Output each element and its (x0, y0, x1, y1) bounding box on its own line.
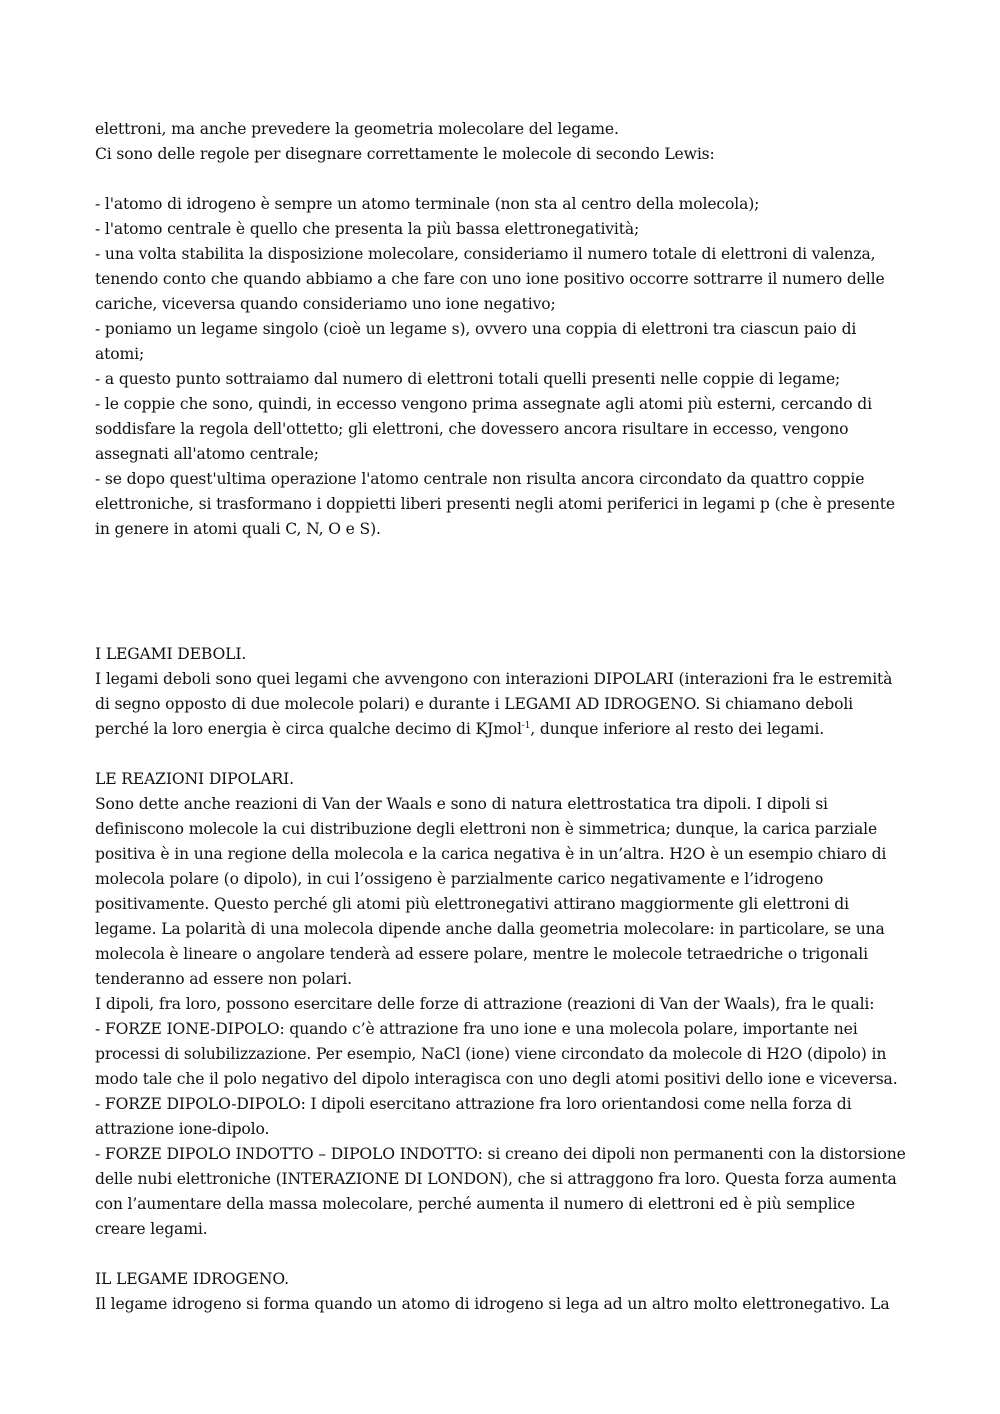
force-item: - FORZE DIPOLO-DIPOLO: I dipoli esercitano attrazione fra loro orientandosi come nella forza di attrazione ione-dipolo. (95, 1095, 852, 1138)
hydrogen-heading: IL LEGAME IDROGENO. (95, 1270, 289, 1288)
weak-bonds-text: I legami deboli sono quei legami che avvengono con interazioni DIPOLARI (interazioni fra le estremità di segno opposto di due molecole polari) e durante i LEGAMI AD IDROGENO. Si chiamano deboli perché la loro energia è circa qualche decimo di KJmol (95, 670, 893, 738)
document-page (95, 117, 907, 1317)
force-item: - FORZE DIPOLO INDOTTO – DIPOLO INDOTTO: si creano dei dipoli non permanenti con la distorsione delle nubi elettroniche (INTERAZIONE DI LONDON), che si attraggono fra loro. Questa forza aumenta con l’aumentare della massa molecolare, perché aumenta il numero di elettroni ed è più semplice creare legami. (95, 1145, 906, 1238)
dipolar-paragraph: Sono dette anche reazioni di Van der Waals e sono di natura elettrostatica tra dipoli. I dipoli si definiscono molecole la cui distribuzione degli elettroni non è simmetrica; dunque, la carica parziale positiva è in una regione della molecola e la carica negativa è in un’altra. H2O è un esempio chiaro di molecola polare (o dipolo), in cui l’ossigeno è parzialmente carico negativamente e l’idrogeno positivamente. Questo perché gli atomi più elettronegativi attirano maggiormente gli elettroni di legame. La polarità di una molecola dipende anche dalla geometria molecolare: in particolare, se una molecola è lineare o angolare tenderà ad essere polare, mentre le molecole tetraedriche o trigonali tenderanno ad essere non polari. (95, 795, 887, 988)
rule-item: - le coppie che sono, quindi, in eccesso vengono prima assegnate agli atomi più esterni, cercando di soddisfare la regola dell'ottetto; gli elettroni, che dovessero ancora risultare in eccesso, vengono assegnati all'atomo centrale; (95, 395, 872, 463)
intro-continuation: elettroni, ma anche prevedere la geometria molecolare del legame. (95, 120, 619, 138)
rule-item: - se dopo quest'ultima operazione l'atomo centrale non risulta ancora circondato da quattro coppie elettroniche, si trasformano i doppietti liberi presenti negli atomi periferici in legami p (che è presente in genere in atomi quali C, N, O e S). (95, 470, 895, 538)
dipolar-forces-intro: I dipoli, fra loro, possono esercitare delle forze di attrazione (reazioni di Van der Waals), fra le quali: (95, 995, 875, 1013)
rule-item: - l'atomo di idrogeno è sempre un atomo terminale (non sta al centro della molecola); (95, 195, 760, 213)
dipolar-heading: LE REAZIONI DIPOLARI. (95, 770, 294, 788)
weak-bonds-paragraph (95, 667, 907, 742)
rule-item: - poniamo un legame singolo (cioè un legame s), ovvero una coppia di elettroni tra ciascun paio di atomi; (95, 320, 857, 363)
unit-exponent: -1 (521, 721, 531, 731)
weak-bonds-text-end: , dunque inferiore al resto dei legami. (530, 720, 825, 738)
force-item: - FORZE IONE-DIPOLO: quando c’è attrazione fra uno ione e una molecola polare, importante nei processi di solubilizzazione. Per esempio, NaCl (ione) viene circondato da molecole di H2O (dipolo) in modo tale che il polo negativo del dipolo interagisca con uno degli atomi positivi dello ione e viceversa. (95, 1020, 898, 1088)
hydrogen-paragraph: Il legame idrogeno si forma quando un atomo di idrogeno si lega ad un altro molto elettronegativo. La (95, 1295, 890, 1313)
rule-item: - l'atomo centrale è quello che presenta la più bassa elettronegatività; (95, 220, 640, 238)
weak-bonds-heading: I LEGAMI DEBOLI. (95, 645, 247, 663)
rule-item: - a questo punto sottraiamo dal numero di elettroni totali quelli presenti nelle coppie di legame; (95, 370, 841, 388)
rule-item: - una volta stabilita la disposizione molecolare, consideriamo il numero totale di elettroni di valenza, tenendo conto che quando abbiamo a che fare con uno ione positivo occorre sottrarre il numero delle cariche, viceversa quando consideriamo uno ione negativo; (95, 245, 885, 313)
rules-intro: Ci sono delle regole per disegnare correttamente le molecole di secondo Lewis: (95, 145, 715, 163)
